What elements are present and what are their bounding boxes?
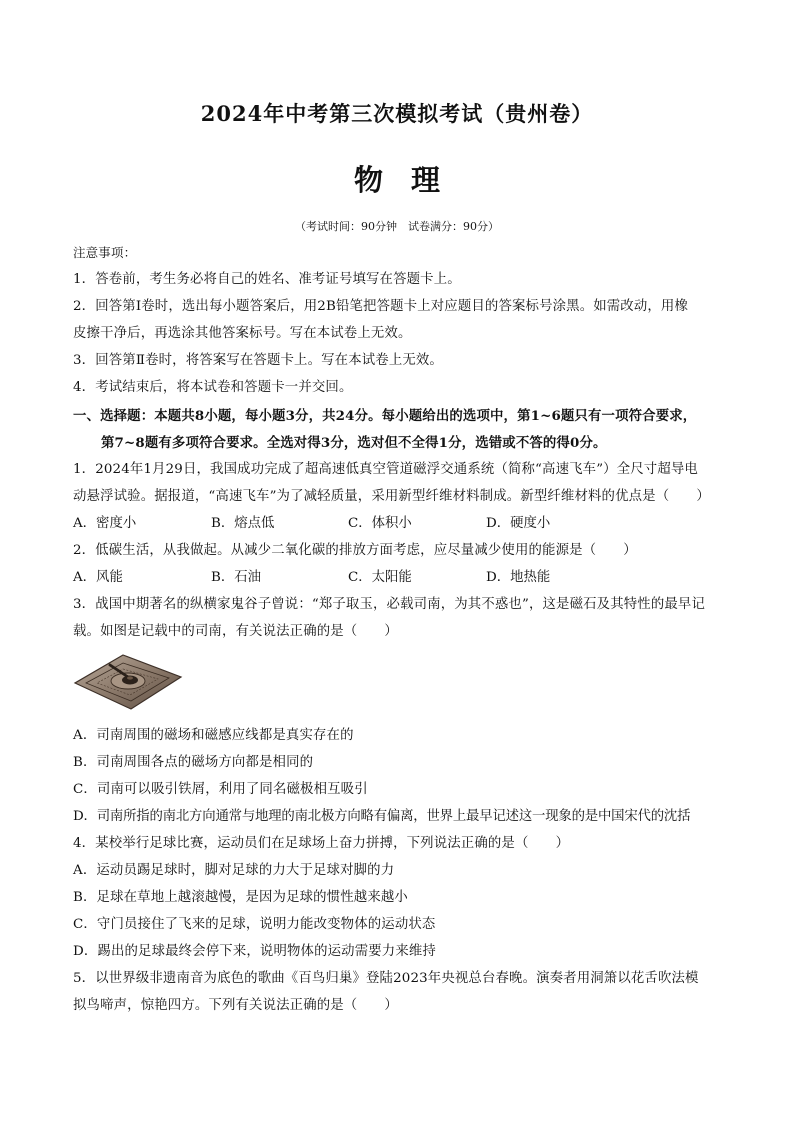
- question-stem: 动悬浮试验。据报道，“高速飞车”为了减轻质量，采用新型纤维材料制成。新型纤维材料的优点是（ ）: [73, 489, 710, 504]
- section-desc: 本题共8小题，每小题3分，共24分。每小题给出的选项中，第1~6题只有一项符合要求，: [154, 408, 697, 424]
- note-item: 2．回答第Ⅰ卷时，选出每小题答案后，用2B铅笔把答题卡上对应题目的答案标号涂黑。如需改动，用橡: [73, 299, 689, 314]
- question-stem: 拟鸟啼声，惊艳四方。下列有关说法正确的是（ ）: [73, 998, 398, 1013]
- subject-title: 物理: [353, 163, 468, 197]
- question-stem: 1．2024年1月29日，我国成功完成了超高速低真空管道磁浮交通系统（简称“高速飞车”）全尺寸超导电: [73, 462, 698, 477]
- option-d: D．硬度小: [486, 516, 551, 531]
- option-b: B．足球在草地上越滚越慢，是因为足球的惯性越来越小: [73, 890, 408, 905]
- notes-heading: 注意事项：: [73, 245, 137, 260]
- section-desc-cont: 第7~8题有多项符合要求。全选对得3分，选对但不全得1分，选错或不答的得0分。: [101, 435, 607, 451]
- exam-info: （考试时间：90分钟 试卷满分：90分）: [295, 220, 499, 233]
- option-a: A．运动员踢足球时，脚对足球的力大于足球对脚的力: [73, 863, 395, 878]
- option-b: B．熔点低: [211, 516, 275, 531]
- option-b: B．石油: [211, 570, 262, 585]
- question-stem: 5．以世界级非遗南音为底色的歌曲《百鸟归巢》登陆2023年央视总台春晚。演奏者用洞箫以花舌吹法模: [73, 971, 699, 986]
- option-d: D．地热能: [486, 570, 551, 585]
- option-a: A．密度小: [73, 516, 137, 531]
- option-b: B．司南周围各点的磁场方向都是相同的: [73, 755, 314, 770]
- exam-title: 2024年中考第三次模拟考试（贵州卷）: [200, 101, 594, 126]
- option-c: C．体积小: [348, 516, 412, 531]
- section-title: 一、选择题：: [73, 408, 155, 424]
- question-stem: 3．战国中期著名的纵横家鬼谷子曾说：“郑子取玉，必载司南，为其不惑也”，这是磁石及其特性的最早记: [73, 597, 705, 612]
- sinan-compass-figure: [73, 651, 183, 711]
- note-item: 3．回答第Ⅱ卷时，将答案写在答题卡上。写在本试卷上无效。: [73, 353, 443, 368]
- section-header: [73, 408, 728, 425]
- note-item: 4．考试结束后，将本试卷和答题卡一并交回。: [73, 380, 353, 395]
- option-d: D．司南所指的南北方向通常与地理的南北极方向略有偏离，世界上最早记述这一现象的是中国宋代的沈括: [73, 809, 691, 824]
- option-c: C．守门员接住了飞来的足球，说明力能改变物体的运动状态: [73, 917, 436, 932]
- option-a: A．司南周围的磁场和磁感应线都是真实存在的: [73, 728, 354, 743]
- question-stem: 2．低碳生活，从我做起。从减少二氧化碳的排放方面考虑，应尽量减少使用的能源是（ ）: [73, 543, 637, 558]
- question-stem: 载。如图是记载中的司南，有关说法正确的是（ ）: [73, 624, 398, 639]
- question-stem: 4．某校举行足球比赛，运动员们在足球场上奋力拼搏，下列说法正确的是（ ）: [73, 836, 570, 851]
- option-c: C．司南可以吸引铁屑，利用了同名磁极相互吸引: [73, 782, 368, 797]
- note-item: 1．答卷前，考生务必将自己的姓名、准考证号填写在答题卡上。: [73, 272, 461, 287]
- option-a: A．风能: [73, 570, 123, 585]
- note-item: 皮擦干净后，再选涂其他答案标号。写在本试卷上无效。: [73, 326, 412, 341]
- option-c: C．太阳能: [348, 570, 412, 585]
- option-d: D．踢出的足球最终会停下来，说明物体的运动需要力来维持: [73, 944, 436, 959]
